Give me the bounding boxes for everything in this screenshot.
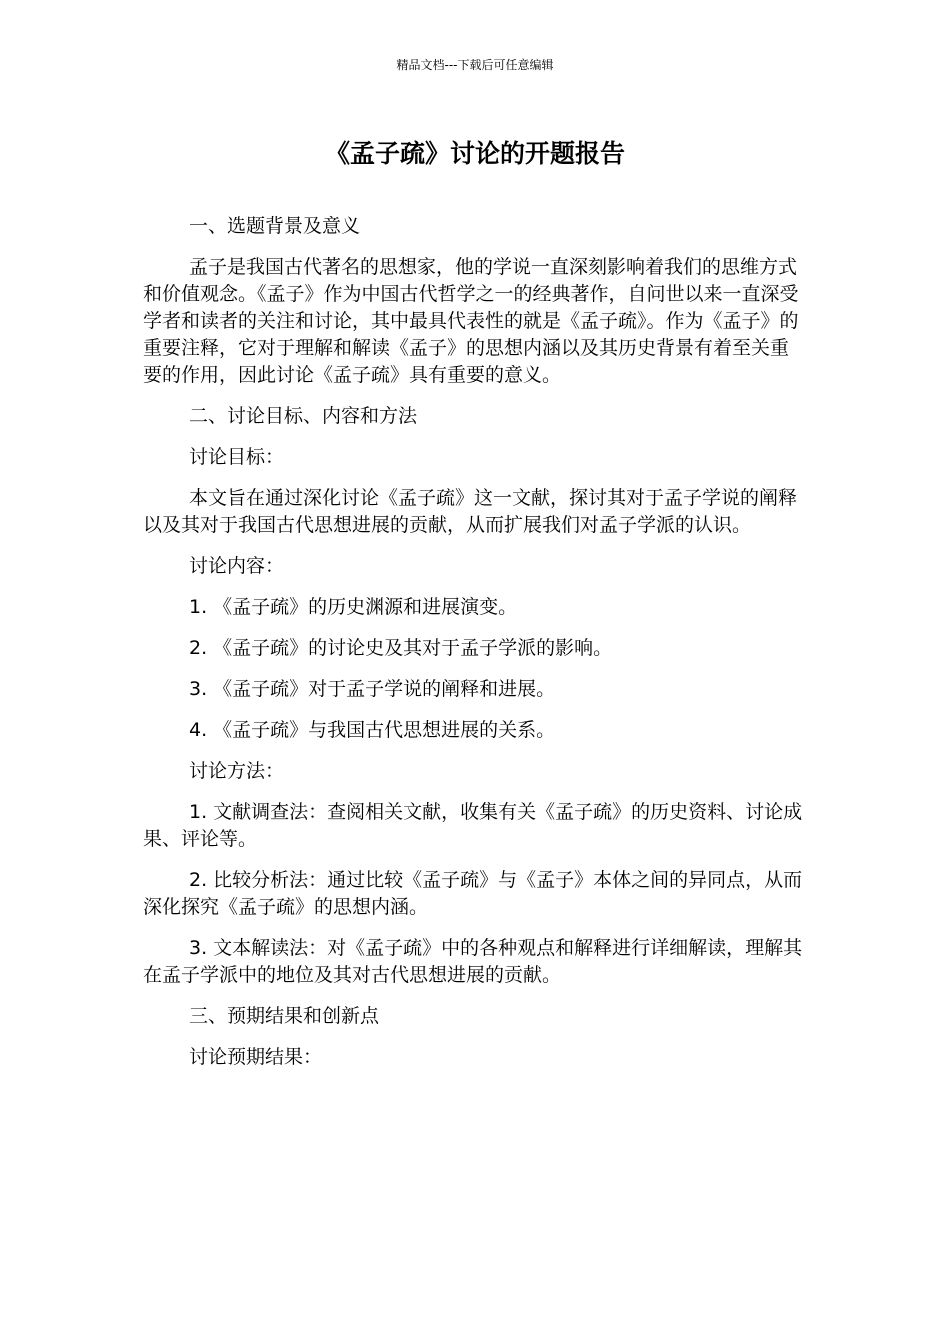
section-heading-expected-results: 三、预期结果和创新点 (189, 1005, 380, 1027)
content-label: 讨论内容： (189, 555, 285, 577)
method-item: 1. 文献调查法：查阅相关文献，收集有关《孟子疏》的历史资料、讨论成果、评论等。 (143, 801, 803, 850)
document-title: 《孟子疏》讨论的开题报告 (324, 139, 625, 168)
section-heading-background: 一、选题背景及意义 (189, 215, 361, 237)
expected-results-label: 讨论预期结果： (189, 1046, 323, 1068)
content-item: 1. 《孟子疏》的历史渊源和进展演变。 (189, 596, 518, 618)
section-heading-goals: 二、讨论目标、内容和方法 (189, 405, 418, 427)
method-item: 2. 比较分析法：通过比较《孟子疏》与《孟子》本体之间的异同点，从而深化探究《孟子疏》的思想内涵。 (143, 869, 803, 918)
page-header: 精品文档---下载后可任意编辑 (396, 58, 554, 72)
content-item: 4. 《孟子疏》与我国古代思想进展的关系。 (189, 719, 556, 741)
method-item: 3. 文本解读法：对《孟子疏》中的各种观点和解释进行详细解读，理解其在孟子学派中的地位及其对古代思想进展的贡献。 (143, 937, 803, 986)
content-item: 2. 《孟子疏》的讨论史及其对于孟子学派的影响。 (189, 637, 613, 659)
document-body (143, 213, 803, 1085)
content-item: 3. 《孟子疏》对于孟子学说的阐释和进展。 (189, 678, 556, 700)
goal-label: 讨论目标： (189, 446, 285, 468)
method-label: 讨论方法： (189, 760, 285, 782)
background-paragraph: 孟子是我国古代著名的思想家，他的学说一直深刻影响着我们的思维方式和价值观念。《孟子》作为中国古代哲学之一的经典著作，自问世以来一直深受学者和读者的关注和讨论，其中最具代表性的就是《孟子疏》。作为《孟子》的重要注释，它对于理解和解读《孟子》的思想内涵以及其历史背景有着至关重要的作用，因此讨论《孟子疏》具有重要的意义。 (143, 256, 799, 386)
goal-paragraph: 本文旨在通过深化讨论《孟子疏》这一文献，探讨其对于孟子学说的阐释以及其对于我国古代思想进展的贡献，从而扩展我们对孟子学派的认识。 (143, 487, 798, 536)
